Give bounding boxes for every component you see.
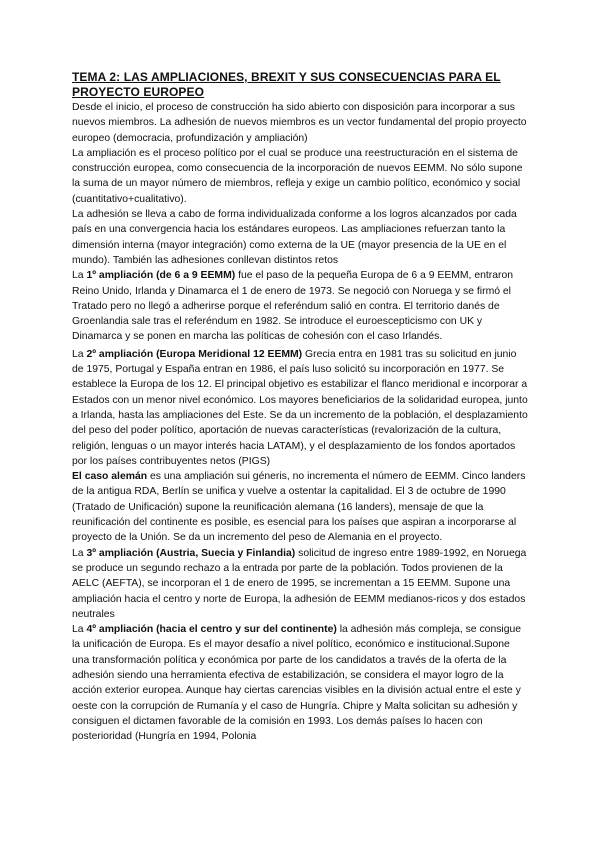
second-enlargement-heading: 2º ampliación (Europa Meridional 12 EEMM) — [86, 348, 303, 360]
paragraph-second-enlargement — [72, 347, 528, 469]
german-case-text: es una ampliación sui géneris, no incrementa el número de EEMM. Cinco landers de la antigua RDA, Berlín se unifica y vuelve a ostentar la capitalidad. El 3 de octubre de 1990 (Tratado de Unificación) supone la reunificación alemana (16 landers), mensaje de que la reunificación del continente es posible, es esencial para los países que aspiran a incorporarse al proyecto de la Unión. Se da un incremento del peso de Alemania en el proyecto. — [72, 471, 526, 544]
first-enlargement-text: fue el paso de la pequeña Europa de 6 a 9 EEMM, entraron Reino Unido, Irlanda y Dinamarca el 1 de enero de 1973. Se negoció con Noruega y se firmó el Tratado pero no llegó a adherirse porque el referéndum salió en contra. El territorio danés de Groenlandia sale tras el referéndum en 1982. Se introduce el euroescepticismo con UK y Dinamarca y se ponen en marcha las políticas de cohesión con el caso Irlandés. — [72, 270, 514, 343]
title-line-1: TEMA 2: LAS AMPLIACIONES, BREXIT Y SUS CONSECUENCIAS PARA EL — [72, 70, 501, 84]
second-enlargement-text: Grecia entra en 1981 tras su solicitud en junio de 1975, Portugal y España entran en 1986, el país luso solicitó su incorporación en 1977. Se establece la Europa de los 12. El principal objetivo es estabilizar el flanco meridional e incorporar a Estados con un menor nivel económico. Los mayores beneficiarios de la solidaridad europea, junto a Irlanda, hasta las ampliaciones del Este. Se da un incremento de la población, el desplazamiento del peso del poder político, aportación de nuevas características (revalorización de la cultura, religión, lenguas o un mayor interés hacia LATAM), y el desplazamiento de los fondos aportados por los países contribuyentes netos (PIGS) — [72, 348, 528, 467]
paragraph-fourth-enlargement — [72, 622, 528, 744]
first-enlargement-prefix: La — [72, 270, 87, 282]
paragraph-adhesion: La adhesión se lleva a cabo de forma individualizada conforme a los logros alcanzados por cada país en una convergencia hacia los estándares europeos. Las ampliaciones refuerzan tanto la dimensión interna (mayor integración) como externa de la UE (mayor presencia de la UE en el mundo). También las adhesiones conllevan distintos retos — [72, 209, 517, 266]
paragraph-intro: Desde el inicio, el proceso de construcción ha sido abierto con disposición para incorporar a sus nuevos miembros. La adhesión de nuevos miembros es un vector fundamental del propio proyecto europeo (democracia, profundización y ampliación) — [72, 102, 527, 144]
fourth-enlargement-text: la adhesión más compleja, se consigue la unificación de Europa. Es el mayor desafío a nivel político, económico e institucional.Supone una transformación política y económica por parte de los candidatos a través de la oferta de la adhesión siendo una herramienta efectiva de estabilización, se considera el mayor logro de la acción exterior europea. Aunque hay ciertas carencias visibles en la división actual entre el este y oeste con la corrupción de Rumanía y el caso de Hungría. Chipre y Malta solicitan su adhesión y consiguen el dictamen favorable de la comisión en 1993. Los demás países lo hacen con posterioridad (Hungría en 1994, Polonia — [72, 624, 522, 743]
document-title — [72, 70, 528, 100]
paragraph-definition: La ampliación es el proceso político por el cual se produce una reestructuración en el sistema de construcción europea, como consecuencia de la incorporación de nuevos EEMM. No sólo supone la suma de un mayor número de miembros, refleja y exige un cambio político, económico y social (cuantitativo+cualitativo). — [72, 147, 523, 205]
paragraph-first-enlargement — [72, 268, 528, 344]
fourth-enlargement-heading: 4º ampliación (hacia el centro y sur del continente) — [86, 624, 337, 636]
document-page — [72, 70, 528, 744]
third-enlargement-text: solicitud de ingreso entre 1989-1992, en Noruega se produce un segundo rechazo a la entrada por parte de la población. Todos provienen de la AELC (AEFTA), se incorporan el 1 de enero de 1995, se incrementan a 15 EEMM. Supone una ampliación hacia el centro y norte de Europa, la adhesión de EEMM medianos-ricos y dos estados neutrales — [72, 547, 527, 620]
first-enlargement-heading: 1º ampliación (de 6 a 9 EEMM) — [86, 270, 236, 282]
paragraph-third-enlargement — [72, 546, 528, 622]
second-enlargement-prefix: La — [72, 348, 87, 360]
fourth-enlargement-prefix: La — [72, 624, 87, 636]
title-line-2: PROYECTO EUROPEO — [72, 85, 205, 99]
third-enlargement-heading: 3º ampliación (Austria, Suecia y Finlandia) — [86, 547, 296, 559]
third-enlargement-prefix: La — [72, 547, 87, 559]
german-case-heading: El caso alemán — [72, 471, 148, 483]
paragraph-german-case — [72, 469, 528, 545]
